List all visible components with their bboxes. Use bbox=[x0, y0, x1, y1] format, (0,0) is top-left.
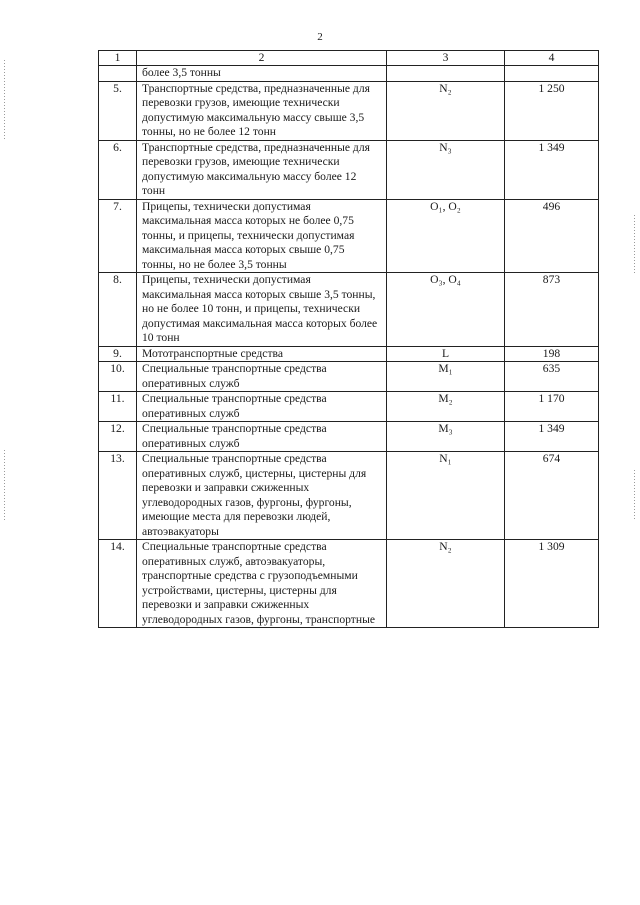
row-amount: 674 bbox=[505, 452, 599, 540]
row-description: Прицепы, технически допустимая максимальная масса которых не более 0,75 тонны, и прицепы, технически допустимая максимальная масса которых свыше 0,75 тонны, но не более 3,5 тонны bbox=[137, 199, 387, 273]
row-number: 8. bbox=[99, 273, 137, 347]
row-number: 14. bbox=[99, 540, 137, 628]
row-number: 5. bbox=[99, 81, 137, 140]
row-number: 6. bbox=[99, 140, 137, 199]
row-amount: 198 bbox=[505, 346, 599, 362]
row-amount: 1 250 bbox=[505, 81, 599, 140]
row-category: M₃ bbox=[387, 422, 505, 452]
row-amount: 873 bbox=[505, 273, 599, 347]
row-category: M₂ bbox=[387, 392, 505, 422]
row-category: N₁ bbox=[387, 452, 505, 540]
column-header-amount: 4 bbox=[505, 51, 599, 66]
table-row bbox=[99, 66, 599, 82]
row-number: 11. bbox=[99, 392, 137, 422]
row-description: Специальные транспортные средства оперативных служб, автоэвакуаторы, транспортные средства с грузоподъемными устройствами, цистерны, цистерны для перевозки и заправки сжиженных углеводородных газов, фургоны, транспортные bbox=[137, 540, 387, 628]
left-margin-dots bbox=[4, 60, 5, 140]
row-amount: 1 309 bbox=[505, 540, 599, 628]
row-description: Мототранспортные средства bbox=[137, 346, 387, 362]
table-header-row bbox=[99, 51, 599, 66]
right-margin-dots-lower bbox=[634, 470, 635, 520]
row-number: 9. bbox=[99, 346, 137, 362]
row-amount: 1 349 bbox=[505, 422, 599, 452]
row-number: 12. bbox=[99, 422, 137, 452]
row-description: Специальные транспортные средства оперативных служб, цистерны, цистерны для перевозки и заправки сжиженных углеводородных газов, фургоны, фургоны, имеющие места для перевозки людей, автоэвакуаторы bbox=[137, 452, 387, 540]
row-number: 10. bbox=[99, 362, 137, 392]
row-description: более 3,5 тонны bbox=[137, 66, 387, 82]
table-row bbox=[99, 422, 599, 452]
row-category: M₁ bbox=[387, 362, 505, 392]
column-header-description: 2 bbox=[137, 51, 387, 66]
row-number: 7. bbox=[99, 199, 137, 273]
row-amount: 635 bbox=[505, 362, 599, 392]
table-row bbox=[99, 452, 599, 540]
row-amount bbox=[505, 66, 599, 82]
table-row bbox=[99, 273, 599, 347]
table-row bbox=[99, 346, 599, 362]
table-row bbox=[99, 392, 599, 422]
row-amount: 496 bbox=[505, 199, 599, 273]
row-category: N₂ bbox=[387, 540, 505, 628]
row-description: Специальные транспортные средства оперативных служб bbox=[137, 392, 387, 422]
row-category: O₃, O₄ bbox=[387, 273, 505, 347]
row-description: Специальные транспортные средства оперативных служб bbox=[137, 362, 387, 392]
row-number: 13. bbox=[99, 452, 137, 540]
page-number: 2 bbox=[317, 31, 323, 43]
row-number bbox=[99, 66, 137, 82]
table-row bbox=[99, 362, 599, 392]
row-description: Транспортные средства, предназначенные для перевозки грузов, имеющие технически допустимую максимальную массу свыше 3,5 тонны, но не более 12 тонн bbox=[137, 81, 387, 140]
row-category bbox=[387, 66, 505, 82]
row-description: Транспортные средства, предназначенные для перевозки грузов, имеющие технически допустимую максимальную массу более 12 тонн bbox=[137, 140, 387, 199]
row-description: Специальные транспортные средства оперативных служб bbox=[137, 422, 387, 452]
row-category: O₁, O₂ bbox=[387, 199, 505, 273]
row-amount: 1 349 bbox=[505, 140, 599, 199]
row-category: N₃ bbox=[387, 140, 505, 199]
table-row bbox=[99, 140, 599, 199]
table-row bbox=[99, 81, 599, 140]
table-row bbox=[99, 199, 599, 273]
table-row bbox=[99, 540, 599, 628]
row-category: N₂ bbox=[387, 81, 505, 140]
column-header-number: 1 bbox=[99, 51, 137, 66]
vehicle-fee-table bbox=[98, 50, 599, 628]
left-margin-dots-lower bbox=[4, 450, 5, 520]
row-amount: 1 170 bbox=[505, 392, 599, 422]
row-description: Прицепы, технически допустимая максимальная масса которых свыше 3,5 тонны, но не более 10 тонн, и прицепы, технически допустимая максимальная масса которых более 10 тонн bbox=[137, 273, 387, 347]
right-margin-dots bbox=[634, 215, 635, 275]
row-category: L bbox=[387, 346, 505, 362]
column-header-category: 3 bbox=[387, 51, 505, 66]
